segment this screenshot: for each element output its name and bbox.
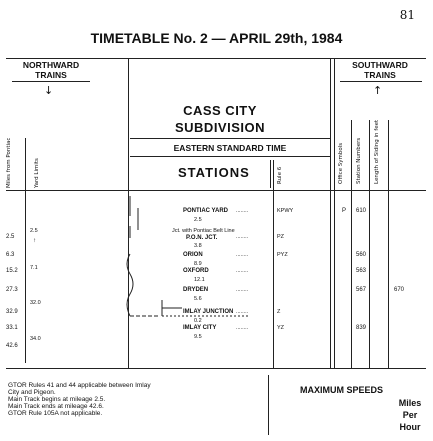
distance-to-next: 8.9 xyxy=(194,261,202,267)
mileage-value: 33.1 xyxy=(6,325,18,331)
down-arrow-icon: ↓ xyxy=(44,84,54,97)
mileage-value: 2.5 xyxy=(6,234,15,240)
mileage-value: 27.3 xyxy=(6,287,18,293)
station-name: IMLAY JUNCTION xyxy=(183,309,234,315)
yard-limits-header: Yard Limits xyxy=(34,158,40,188)
distance-to-next: 5.6 xyxy=(194,296,202,302)
siding-length: 670 xyxy=(394,287,405,293)
station-name: PONTIAC YARD xyxy=(183,208,229,214)
table-bottom-rule xyxy=(6,368,426,369)
office-symbol: PYZ xyxy=(277,252,288,258)
office-symbol: YZ xyxy=(277,325,285,331)
office-symbol: PZ xyxy=(277,234,285,240)
miles-column-header: Miles from Pontiac xyxy=(6,137,12,188)
stations-header: STATIONS xyxy=(178,165,250,180)
station-name: DRYDEN xyxy=(183,287,209,293)
leader-dots: ........ xyxy=(236,268,249,274)
station-number: 839 xyxy=(356,325,367,331)
yard-limit-lower: 32.0 xyxy=(30,300,41,306)
station-number: 563 xyxy=(356,268,367,274)
office-symbol: Z xyxy=(277,309,281,315)
siding-length-header: Length of Siding in feet xyxy=(374,119,380,184)
max-speeds-title: MAXIMUM SPEEDS xyxy=(300,385,384,395)
distance-to-next: 3.8 xyxy=(194,243,202,249)
time-standard: EASTERN STANDARD TIME xyxy=(173,143,287,153)
distance-to-next: 0.2 xyxy=(194,318,202,324)
footnotes: GTOR Rules 41 and 44 applicable between Imlay City and Pigeon. Main Track begins at mileage 2.5. Main Track ends at mileage 42.6. GTOR Rule 105A not applicable. xyxy=(8,382,151,417)
subdivision-name: CASS CITY SUBDIVISION xyxy=(174,103,265,135)
distance-to-next: 2.5 xyxy=(194,217,202,223)
station-note: Jct. with Pontiac Belt Line xyxy=(172,228,235,234)
right-divider xyxy=(330,58,331,368)
mileage-value: 6.3 xyxy=(6,252,15,258)
timetable-title: TIMETABLE No. 2 — APRIL 29th, 1984 xyxy=(90,30,343,46)
leader-dots: ........ xyxy=(236,234,249,240)
mileage-value: 32.9 xyxy=(6,309,18,315)
yard-limit-bottom: 34.0 xyxy=(30,336,41,342)
mph-unit-label: Miles Per Hour xyxy=(398,398,422,432)
page-number: 81 xyxy=(399,8,415,22)
station-numbers-header: Station Numbers xyxy=(356,137,362,184)
leader-dots: ........ xyxy=(236,252,249,258)
station-number: 610 xyxy=(356,208,367,214)
office-code: P xyxy=(342,208,347,214)
northward-header: NORTHWARD TRAINS xyxy=(22,60,80,80)
yard-limit-top: 2.5 xyxy=(30,228,38,234)
leader-dots: ........ xyxy=(236,309,249,315)
yard-limit-mid: 7.1 xyxy=(30,265,38,271)
office-symbols-header: Office Symbols xyxy=(338,142,344,184)
top-rule xyxy=(6,58,426,59)
distance-to-next: 9.5 xyxy=(194,334,202,340)
station-name: P.O.N. JCT. xyxy=(186,235,218,241)
leader-dots: ........ xyxy=(236,325,249,331)
up-arrow-icon: ↑ xyxy=(373,84,383,97)
station-name: ORION xyxy=(183,252,203,258)
office-symbol: KPWY xyxy=(277,208,294,214)
station-number: 567 xyxy=(356,287,367,293)
leader-dots: ........ xyxy=(236,208,249,214)
mileage-value: 15.2 xyxy=(6,268,18,274)
station-name: OXFORD xyxy=(183,268,209,274)
southward-header: SOUTHWARD TRAINS xyxy=(352,60,408,80)
leader-dots: ........ xyxy=(236,287,249,293)
station-number: 560 xyxy=(356,252,367,258)
header-bottom-rule xyxy=(6,190,426,191)
rule-6-header: Rule 6 xyxy=(277,166,283,184)
station-name: IMLAY CITY xyxy=(183,325,217,331)
distance-to-next: 12.1 xyxy=(194,277,205,283)
mileage-value: 42.6 xyxy=(6,343,18,349)
